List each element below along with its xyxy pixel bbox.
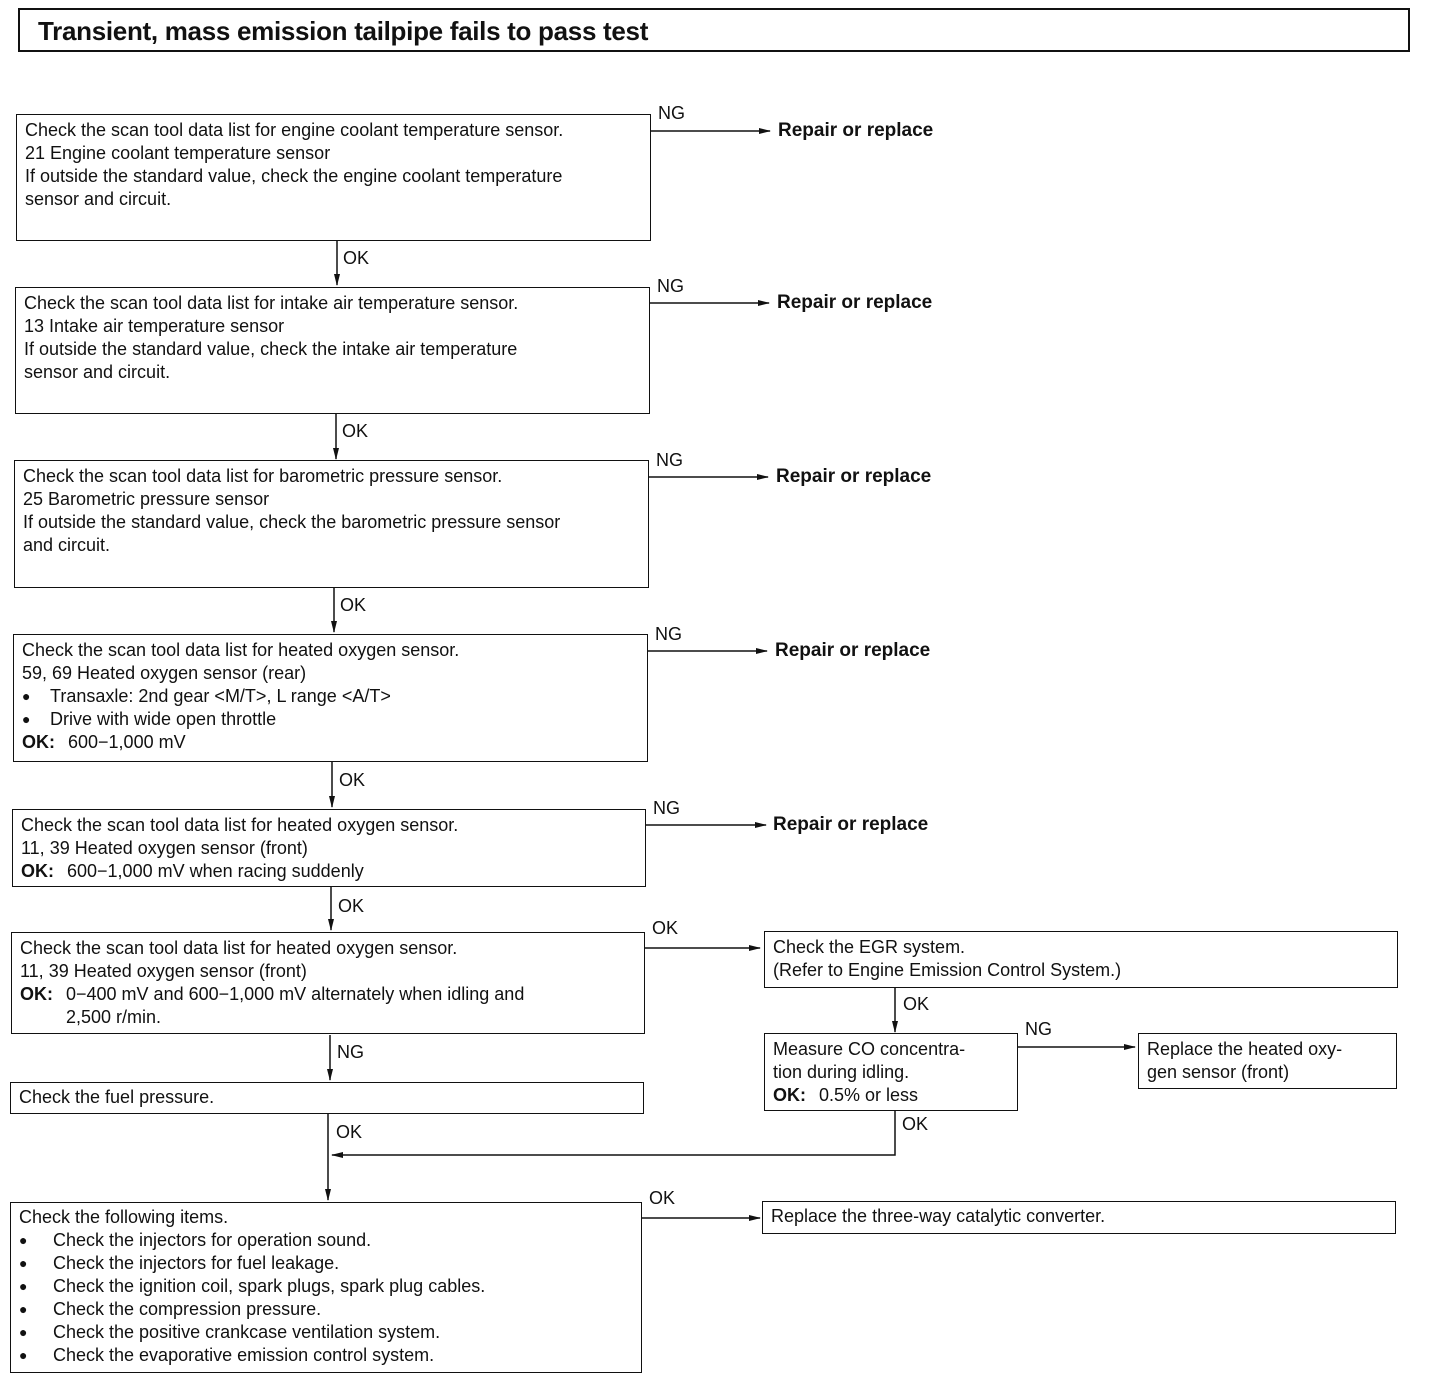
- bullet-icon: ●: [19, 1232, 28, 1248]
- step-2-box: [15, 287, 650, 414]
- step-6-ok-label: OK: [652, 918, 679, 938]
- co-measure-ng-label: NG: [1025, 1019, 1052, 1039]
- bullet-icon: ●: [19, 1347, 28, 1363]
- step-2-line: Check the scan tool data list for intake air temperature sensor.: [24, 293, 519, 313]
- final-check-item: ● Check the evaporative emission control system.: [19, 1345, 435, 1365]
- step-1-line: If outside the standard value, check the engine coolant temperature: [25, 166, 563, 186]
- co-measure-line: Measure CO concentra-: [773, 1039, 966, 1059]
- step-2-line: 13 Intake air temperature sensor: [24, 316, 285, 336]
- step-3-ok-label: OK: [340, 595, 367, 615]
- fuel-pressure-ok-label: OK: [336, 1122, 363, 1142]
- step-2-ok-label: OK: [342, 421, 369, 441]
- step-6-ok-spec: OK: 0−400 mV and 600−1,000 mV alternately when idling and: [20, 984, 525, 1004]
- final-check-item: ● Check the ignition coil, spark plugs, spark plug cables.: [19, 1276, 486, 1296]
- final-check-item: ● Check the injectors for operation sound.: [19, 1230, 372, 1250]
- final-check-heading: Check the following items.: [19, 1207, 229, 1227]
- step-5-ng-label: NG: [653, 798, 680, 818]
- bullet-icon: ●: [19, 1255, 28, 1271]
- step-4-ok-spec: OK: 600−1,000 mV: [22, 732, 186, 752]
- step-4-ok-label: OK: [339, 770, 366, 790]
- step-6-line: Check the scan tool data list for heated oxygen sensor.: [20, 938, 458, 958]
- step-6-line: 11, 39 Heated oxygen sensor (front): [20, 961, 307, 981]
- step-1-line: Check the scan tool data list for engine coolant temperature sensor.: [25, 120, 564, 140]
- bullet-icon: ●: [22, 688, 31, 704]
- co-measure-ok-label: OK: [902, 1114, 929, 1134]
- step-4-ng-label: NG: [655, 624, 682, 644]
- step-6-ng-label: NG: [337, 1042, 364, 1062]
- step-2-line: If outside the standard value, check the intake air temperature: [24, 339, 518, 359]
- final-check-item: ● Check the compression pressure.: [19, 1299, 322, 1319]
- step-3-line: 25 Barometric pressure sensor: [23, 489, 270, 509]
- step-5-line: Check the scan tool data list for heated oxygen sensor.: [21, 815, 459, 835]
- egr-ok-label: OK: [903, 994, 930, 1014]
- egr-box: [764, 931, 1398, 988]
- final-check-ok-label: OK: [649, 1188, 676, 1208]
- replace-o2-line: Replace the heated oxy-: [1147, 1039, 1343, 1059]
- step-5-ok-label: OK: [338, 896, 365, 916]
- step-6-ok-spec-cont: 2,500 r/min.: [66, 1007, 162, 1027]
- step-4-box: [13, 634, 648, 762]
- fuel-pressure-box: [10, 1082, 644, 1114]
- egr-line: Check the EGR system.: [773, 937, 966, 957]
- step-3-box: [14, 460, 649, 588]
- title-box: [18, 8, 1410, 52]
- final-check-item: ● Check the positive crankcase ventilation system.: [19, 1322, 441, 1342]
- step-3-ng-label: NG: [656, 450, 683, 470]
- step-1-line: sensor and circuit.: [25, 189, 172, 209]
- step-1-ok-label: OK: [343, 248, 370, 268]
- step-2-ng-label: NG: [657, 276, 684, 296]
- replace-o2-line: gen sensor (front): [1147, 1062, 1290, 1082]
- bullet-icon: ●: [19, 1278, 28, 1294]
- step-5-box: [12, 809, 646, 887]
- step-5-repair-result: Repair or replace: [773, 814, 929, 835]
- replace-catalyst-text: Replace the three-way catalytic converter.: [771, 1206, 1106, 1226]
- step-4-line: Check the scan tool data list for heated oxygen sensor.: [22, 640, 460, 660]
- bullet-icon: ●: [22, 711, 31, 727]
- step-4-line: 59, 69 Heated oxygen sensor (rear): [22, 663, 307, 683]
- step-4-bullet: ● Transaxle: 2nd gear <M/T>, L range <A/T>: [22, 686, 391, 706]
- step-2-repair-result: Repair or replace: [777, 292, 933, 313]
- page-title: Transient, mass emission tailpipe fails to pass test: [38, 16, 649, 46]
- bullet-icon: ●: [19, 1324, 28, 1340]
- step-2-line: sensor and circuit.: [24, 362, 171, 382]
- step-6-box: [11, 932, 645, 1034]
- step-1-line: 21 Engine coolant temperature sensor: [25, 143, 331, 163]
- co-measure-ok-spec: OK: 0.5% or less: [773, 1085, 919, 1105]
- step-5-line: 11, 39 Heated oxygen sensor (front): [21, 838, 308, 858]
- step-3-repair-result: Repair or replace: [776, 466, 932, 487]
- egr-line: (Refer to Engine Emission Control System.): [773, 960, 1122, 980]
- bullet-icon: ●: [19, 1301, 28, 1317]
- co-measure-line: tion during idling.: [773, 1062, 910, 1082]
- step-3-line: If outside the standard value, check the barometric pressure sensor: [23, 512, 561, 532]
- replace-o2-sensor-box: [1138, 1033, 1397, 1089]
- step-5-ok-spec: OK: 600−1,000 mV when racing suddenly: [21, 861, 364, 881]
- step-3-line: Check the scan tool data list for barometric pressure sensor.: [23, 466, 503, 486]
- replace-catalyst-box: [762, 1201, 1396, 1234]
- step-1-repair-result: Repair or replace: [778, 120, 934, 141]
- step-4-repair-result: Repair or replace: [775, 640, 931, 661]
- fuel-pressure-text: Check the fuel pressure.: [19, 1087, 215, 1107]
- step-4-bullet: ● Drive with wide open throttle: [22, 709, 277, 729]
- co-measure-box: [764, 1033, 1018, 1111]
- step-3-line: and circuit.: [23, 535, 111, 555]
- step-1-box: [16, 114, 651, 241]
- step-1-ng-label: NG: [658, 103, 685, 123]
- final-check-item: ● Check the injectors for fuel leakage.: [19, 1253, 340, 1273]
- final-check-box: [10, 1202, 642, 1373]
